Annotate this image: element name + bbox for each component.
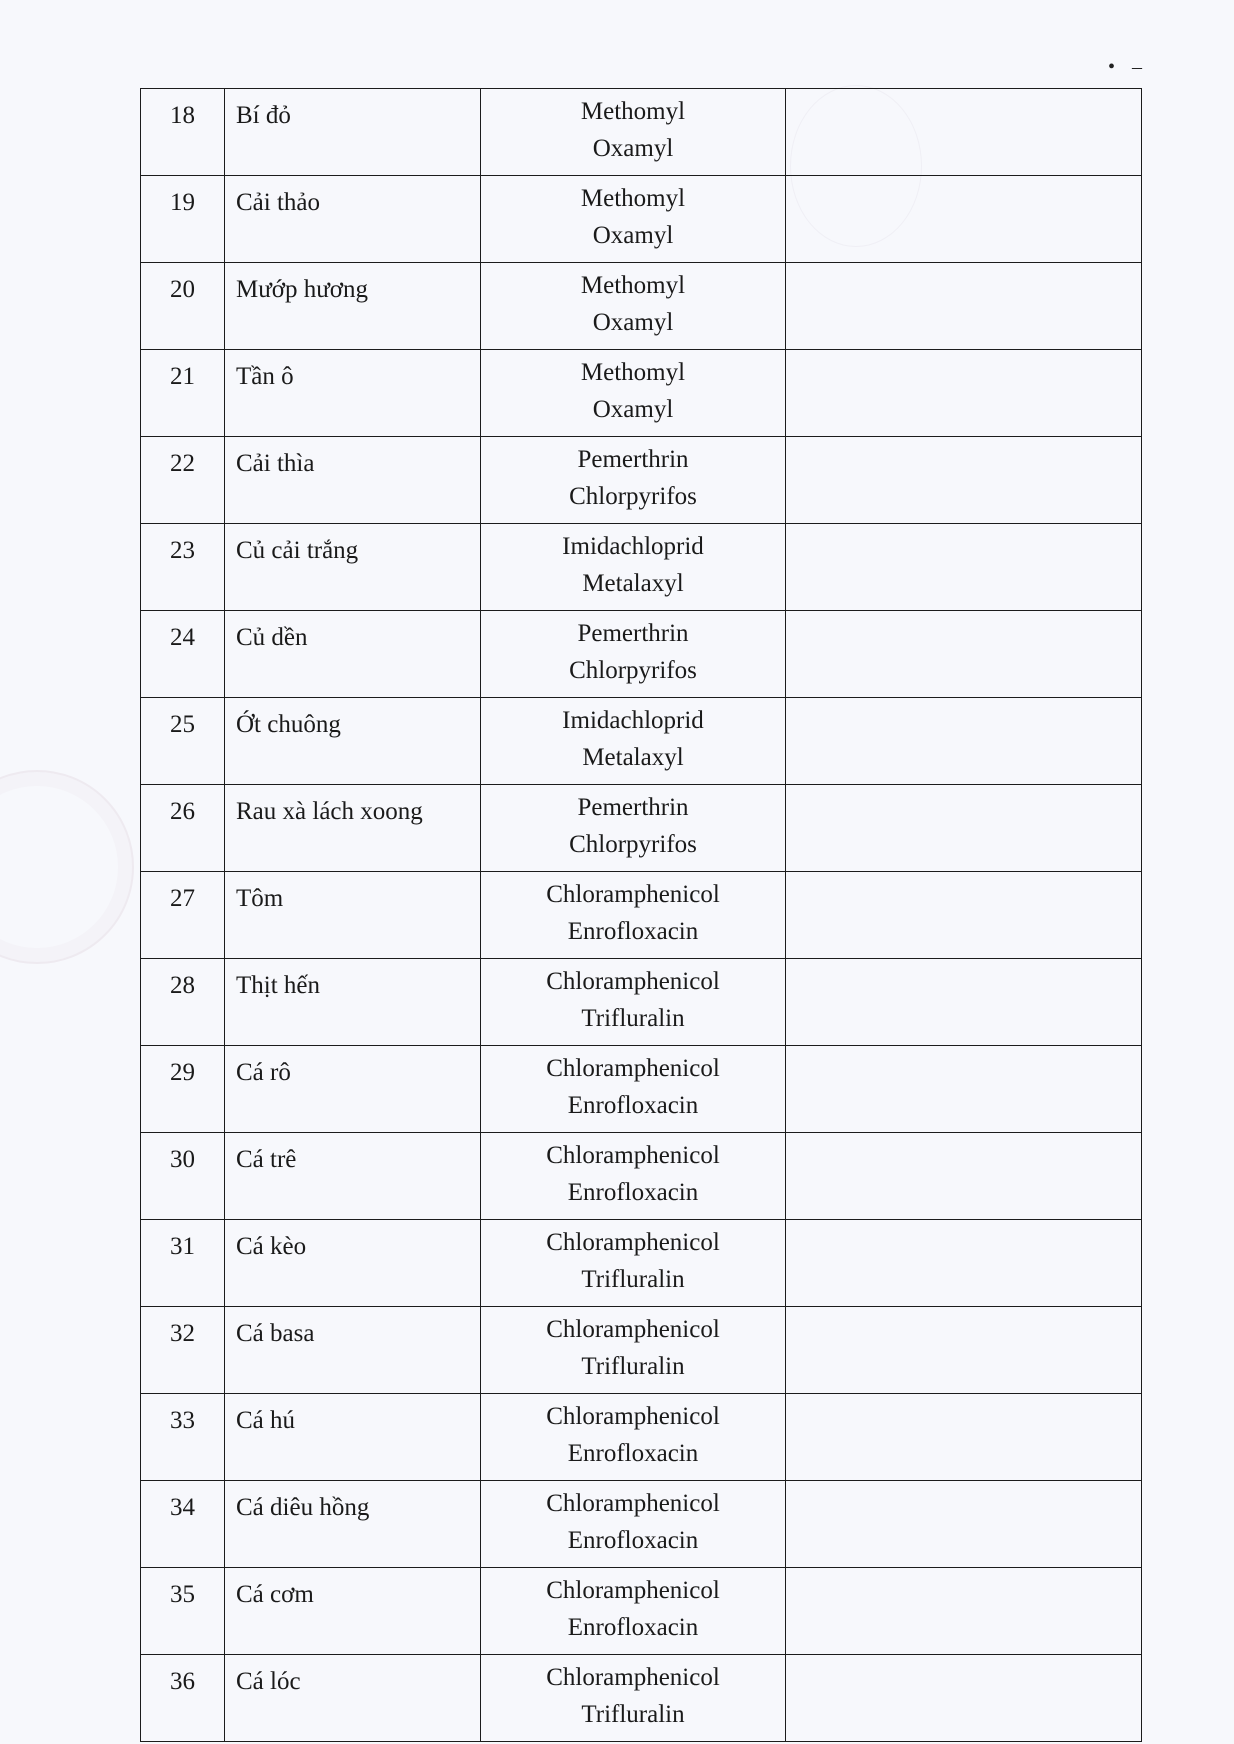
substance-name: Pemerthrin <box>577 446 689 473</box>
row-number-cell: 30 <box>141 1133 225 1220</box>
substance-name: Metalaxyl <box>582 570 684 597</box>
note-cell <box>786 611 1142 698</box>
note-cell <box>786 524 1142 611</box>
substances-cell <box>481 959 786 1046</box>
substance-name: Enrofloxacin <box>567 1440 699 1467</box>
product-name-cell: Tần ô <box>225 350 481 437</box>
note-cell <box>786 1046 1142 1133</box>
substance-name: Chloramphenicol <box>546 1664 720 1691</box>
substance-name: Methomyl <box>580 359 686 386</box>
note-cell <box>786 872 1142 959</box>
product-name-cell: Mướp hương <box>225 263 481 350</box>
table-body <box>141 89 1142 1742</box>
product-name-cell: Cải thảo <box>225 176 481 263</box>
substance-name: Trifluralin <box>581 1005 685 1032</box>
substances-cell <box>481 263 786 350</box>
product-name-cell: Ớt chuông <box>225 698 481 785</box>
substance-name: Enrofloxacin <box>567 918 699 945</box>
table-row <box>141 263 1142 350</box>
row-number-cell: 26 <box>141 785 225 872</box>
table-row <box>141 1133 1142 1220</box>
product-name-cell: Cá trê <box>225 1133 481 1220</box>
row-number-cell: 35 <box>141 1568 225 1655</box>
product-name-cell: Cá diêu hồng <box>225 1481 481 1568</box>
substances-cell <box>481 1046 786 1133</box>
substance-name: Chloramphenicol <box>546 968 720 995</box>
substance-name: Chloramphenicol <box>546 1490 720 1517</box>
row-number-cell: 32 <box>141 1307 225 1394</box>
product-name-cell: Cá rô <box>225 1046 481 1133</box>
substances-cell <box>481 1307 786 1394</box>
table-row <box>141 1220 1142 1307</box>
substance-name: Imidachloprid <box>562 707 704 734</box>
note-cell <box>786 1655 1142 1742</box>
substance-name: Pemerthrin <box>577 794 689 821</box>
row-number-cell: 19 <box>141 176 225 263</box>
note-cell <box>786 1220 1142 1307</box>
row-number-cell: 21 <box>141 350 225 437</box>
substances-cell <box>481 1481 786 1568</box>
table-row <box>141 785 1142 872</box>
product-name-cell: Cá cơm <box>225 1568 481 1655</box>
table-row <box>141 437 1142 524</box>
substances-cell <box>481 785 786 872</box>
table-row <box>141 1307 1142 1394</box>
row-number-cell: 36 <box>141 1655 225 1742</box>
note-cell <box>786 350 1142 437</box>
row-number-cell: 29 <box>141 1046 225 1133</box>
substance-name: Chloramphenicol <box>546 1142 720 1169</box>
note-cell <box>786 1307 1142 1394</box>
substance-name: Chlorpyrifos <box>569 483 697 510</box>
note-cell <box>786 263 1142 350</box>
table-row <box>141 350 1142 437</box>
row-number-cell: 34 <box>141 1481 225 1568</box>
note-cell <box>786 1133 1142 1220</box>
row-number-cell: 18 <box>141 89 225 176</box>
corner-mark: • – <box>1108 56 1149 78</box>
note-cell <box>786 1394 1142 1481</box>
substance-name: Oxamyl <box>592 396 674 423</box>
table-row <box>141 176 1142 263</box>
product-name-cell: Cải thìa <box>225 437 481 524</box>
product-name-cell: Cá hú <box>225 1394 481 1481</box>
substance-name: Chloramphenicol <box>546 1055 720 1082</box>
table-row <box>141 698 1142 785</box>
substance-name: Pemerthrin <box>577 620 689 647</box>
substances-cell <box>481 350 786 437</box>
substance-name: Methomyl <box>580 185 686 212</box>
substances-cell <box>481 1655 786 1742</box>
table-row <box>141 959 1142 1046</box>
substances-cell <box>481 89 786 176</box>
substance-name: Methomyl <box>580 98 686 125</box>
substance-name: Metalaxyl <box>582 744 684 771</box>
substance-name: Chloramphenicol <box>546 1403 720 1430</box>
substance-name: Chloramphenicol <box>546 1316 720 1343</box>
substance-name: Trifluralin <box>581 1353 685 1380</box>
substances-cell <box>481 1394 786 1481</box>
substances-cell <box>481 1220 786 1307</box>
product-name-cell: Cá basa <box>225 1307 481 1394</box>
note-cell <box>786 437 1142 524</box>
note-cell <box>786 176 1142 263</box>
product-name-cell: Tôm <box>225 872 481 959</box>
product-name-cell: Cá kèo <box>225 1220 481 1307</box>
substances-cell <box>481 1568 786 1655</box>
substances-cell <box>481 611 786 698</box>
table-row <box>141 611 1142 698</box>
product-name-cell: Thịt hến <box>225 959 481 1046</box>
substance-name: Enrofloxacin <box>567 1179 699 1206</box>
row-number-cell: 24 <box>141 611 225 698</box>
substance-name: Chlorpyrifos <box>569 831 697 858</box>
substance-name: Enrofloxacin <box>567 1527 699 1554</box>
note-cell <box>786 89 1142 176</box>
row-number-cell: 20 <box>141 263 225 350</box>
residue-table <box>140 88 1142 1742</box>
substance-name: Trifluralin <box>581 1266 685 1293</box>
substances-cell <box>481 872 786 959</box>
substances-cell <box>481 1133 786 1220</box>
substance-name: Enrofloxacin <box>567 1614 699 1641</box>
substance-name: Oxamyl <box>592 222 674 249</box>
note-cell <box>786 1568 1142 1655</box>
substance-name: Chlorpyrifos <box>569 657 697 684</box>
table-row <box>141 1046 1142 1133</box>
row-number-cell: 28 <box>141 959 225 1046</box>
table-row <box>141 89 1142 176</box>
table-row <box>141 1481 1142 1568</box>
table-row <box>141 524 1142 611</box>
substance-name: Trifluralin <box>581 1701 685 1728</box>
row-number-cell: 22 <box>141 437 225 524</box>
table-row <box>141 1655 1142 1742</box>
substance-name: Chloramphenicol <box>546 1229 720 1256</box>
substance-name: Oxamyl <box>592 309 674 336</box>
product-name-cell: Rau xà lách xoong <box>225 785 481 872</box>
substance-name: Imidachloprid <box>562 533 704 560</box>
note-cell <box>786 959 1142 1046</box>
substances-cell <box>481 698 786 785</box>
substance-name: Methomyl <box>580 272 686 299</box>
row-number-cell: 25 <box>141 698 225 785</box>
product-name-cell: Bí đỏ <box>225 89 481 176</box>
product-name-cell: Cá lóc <box>225 1655 481 1742</box>
substance-name: Chloramphenicol <box>546 1577 720 1604</box>
substances-cell <box>481 524 786 611</box>
substances-cell <box>481 437 786 524</box>
substance-name: Chloramphenicol <box>546 881 720 908</box>
note-cell <box>786 698 1142 785</box>
row-number-cell: 27 <box>141 872 225 959</box>
substance-name: Enrofloxacin <box>567 1092 699 1119</box>
note-cell <box>786 785 1142 872</box>
substance-name: Oxamyl <box>592 135 674 162</box>
faded-stamp-mark <box>0 770 134 964</box>
table-row <box>141 1394 1142 1481</box>
row-number-cell: 23 <box>141 524 225 611</box>
row-number-cell: 31 <box>141 1220 225 1307</box>
row-number-cell: 33 <box>141 1394 225 1481</box>
table-row <box>141 872 1142 959</box>
product-name-cell: Củ cải trắng <box>225 524 481 611</box>
note-cell <box>786 1481 1142 1568</box>
product-name-cell: Củ dền <box>225 611 481 698</box>
table-row <box>141 1568 1142 1655</box>
substances-cell <box>481 176 786 263</box>
